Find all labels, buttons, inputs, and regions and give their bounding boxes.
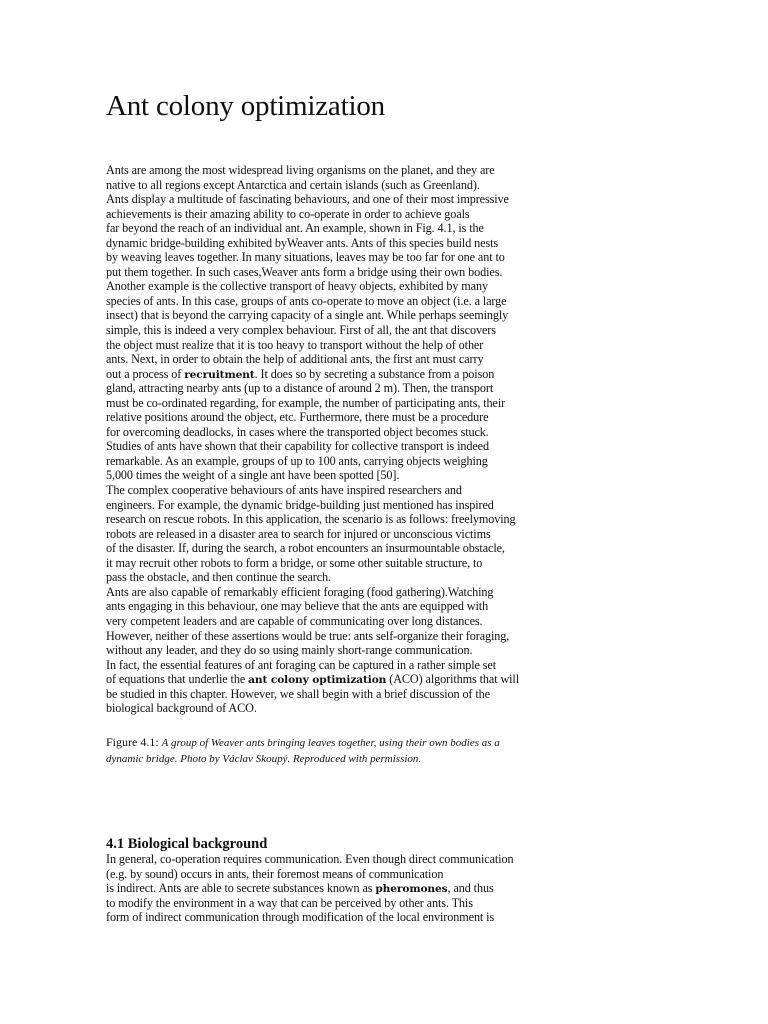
text-line (106, 338, 519, 353)
text-line (106, 599, 519, 614)
text-line (106, 910, 514, 925)
text-run: very competent leaders and are capable of communicating over long distances. (106, 613, 483, 628)
text-line (106, 541, 519, 556)
text-line (106, 658, 519, 673)
text-run: engineers. For example, the dynamic bridge-building just mentioned has inspired (106, 497, 494, 512)
text-line (106, 527, 519, 542)
figure-caption (106, 735, 500, 767)
page-title: Ant colony optimization (106, 90, 385, 122)
text-run: dynamic bridge-building exhibited byWeaver ants. Ants of this species build nests (106, 235, 499, 250)
text-line (106, 439, 519, 454)
text-run: it may recruit other robots to form a bridge, or some other suitable structure, to (106, 555, 483, 570)
figure-caption-line-2: dynamic bridge. Photo by Václav Skoupý. Reproduced with permission. (106, 753, 422, 765)
section-heading: 4.1 Biological background (106, 836, 268, 852)
text-line (106, 585, 519, 600)
text-line (106, 570, 519, 585)
text-line (106, 556, 519, 571)
text-run: Ants display a multitude of fascinating behaviours, and one of their most impressive (106, 192, 509, 207)
text-run: research on rescue robots. In this application, the scenario is as follows: freelymoving (106, 512, 516, 527)
figure-caption-line-1: A group of Weaver ants bringing leaves together, using their own bodies as a (161, 737, 500, 749)
text-run: native to all regions except Antarctica and certain islands (such as Greenland). (106, 177, 480, 192)
text-line (106, 483, 519, 498)
text-run: is indirect. Ants are able to secrete substances known as (106, 881, 376, 896)
text-line (106, 896, 514, 911)
text-run: relative positions around the object, etc. Furthermore, there must be a procedure (106, 410, 489, 425)
text-line (106, 279, 519, 294)
text-line (106, 352, 519, 367)
text-run: robots are released in a disaster area to search for injured or unconscious victims (106, 526, 491, 541)
text-line (106, 512, 519, 527)
text-line (106, 852, 514, 867)
text-run: ants engaging in this behaviour, one may believe that the ants are equipped with (106, 599, 489, 614)
text-line (106, 265, 519, 280)
text-run: ants. Next, in order to obtain the help of additional ants, the first ant must carry (106, 352, 484, 367)
bold-term: ant colony optimization (248, 674, 387, 687)
text-run: for overcoming deadlocks, in cases where the transported object becomes stuck. (106, 424, 489, 439)
text-run: Another example is the collective transport of heavy objects, exhibited by many (106, 279, 488, 294)
text-run: form of indirect communication through modification of the local environment is (106, 910, 495, 925)
text-line (106, 643, 519, 658)
text-line (106, 425, 519, 440)
text-line (106, 308, 519, 323)
text-line (106, 178, 519, 193)
figure-label: Figure 4.1: (106, 735, 162, 749)
text-line (106, 207, 519, 222)
text-run: In general, co-operation requires communication. Even though direct communication (106, 852, 514, 866)
text-run: far beyond the reach of an individual ant. An example, shown in Fig. 4.1, is the (106, 221, 484, 236)
bold-term: recruitment (184, 368, 255, 381)
text-run: simple, this is indeed a very complex behaviour. First of all, the ant that discovers (106, 323, 496, 338)
text-line (106, 881, 514, 896)
text-run: Ants are among the most widespread living organisms on the planet, and they are (106, 163, 495, 177)
text-line (106, 498, 519, 513)
text-line (106, 367, 519, 382)
text-line (106, 250, 519, 265)
text-run: (ACO) algorithms that will (386, 672, 519, 687)
text-line (106, 468, 519, 483)
text-line (106, 672, 519, 687)
text-run: The complex cooperative behaviours of ants have inspired researchers and (106, 483, 462, 498)
text-run: Studies of ants have shown that their capability for collective transport is indeed (106, 439, 489, 454)
text-run: biological background of ACO. (106, 701, 257, 716)
text-line (106, 163, 519, 178)
text-line (106, 294, 519, 309)
text-run: pass the obstacle, and then continue the search. (106, 570, 331, 585)
text-run: Ants are also capable of remarkably efficient foraging (food gathering).Watching (106, 584, 494, 599)
text-run: (e.g. by sound) occurs in ants, their foremost means of communication (106, 866, 444, 881)
text-line (106, 323, 519, 338)
text-line (106, 396, 519, 411)
text-run: , and thus (447, 881, 494, 896)
text-line (106, 410, 519, 425)
text-run: However, neither of these assertions would be true: ants self-organize their foraging, (106, 628, 510, 643)
bold-term: pheromones (375, 883, 448, 896)
text-run: 5,000 times the weight of a single ant have been spotted [50]. (106, 468, 400, 483)
text-line (106, 614, 519, 629)
text-run: remarkable. As an example, groups of up to 100 ants, carrying objects weighing (106, 453, 488, 468)
text-run: to modify the environment in a way that can be perceived by other ants. This (106, 895, 473, 910)
text-line (106, 221, 519, 236)
text-run: be studied in this chapter. However, we shall begin with a brief discussion of the (106, 686, 490, 701)
text-run: species of ants. In this case, groups of ants co-operate to move an object (i.e. a large (106, 293, 507, 308)
text-run: of the disaster. If, during the search, a robot encounters an insurmountable obstacle, (106, 541, 505, 556)
text-run: . It does so by secreting a substance from a poison (254, 366, 495, 381)
text-run: of equations that underlie the (106, 672, 249, 687)
text-line (106, 629, 519, 644)
text-run: out a process of (106, 366, 185, 381)
text-run: by weaving leaves together. In many situations, leaves may be too far for one ant to (106, 250, 505, 265)
text-run: the object must realize that it is too heavy to transport without the help of other (106, 337, 484, 352)
text-run: In fact, the essential features of ant foraging can be captured in a rather simple set (106, 657, 497, 672)
text-line (106, 381, 519, 396)
text-line (106, 687, 519, 702)
text-line (106, 867, 514, 882)
text-run: put them together. In such cases,Weaver ants form a bridge using their own bodies. (106, 264, 503, 279)
text-run: insect) that is beyond the carrying capacity of a single ant. While perhaps seemingly (106, 308, 509, 323)
text-run: achievements is their amazing ability to co-operate in order to achieve goals (106, 206, 470, 221)
text-line (106, 236, 519, 251)
text-line (106, 701, 519, 716)
text-line (106, 454, 519, 469)
section-paragraph (106, 852, 514, 925)
text-line (106, 192, 519, 207)
text-run: must be co-ordinated regarding, for example, the number of participating ants, their (106, 395, 506, 410)
text-run: without any leader, and they do so using mainly short-range communication. (106, 643, 473, 658)
text-run: gland, attracting nearby ants (up to a distance of around 2 m). Then, the transport (106, 381, 494, 396)
intro-paragraph (106, 163, 519, 716)
